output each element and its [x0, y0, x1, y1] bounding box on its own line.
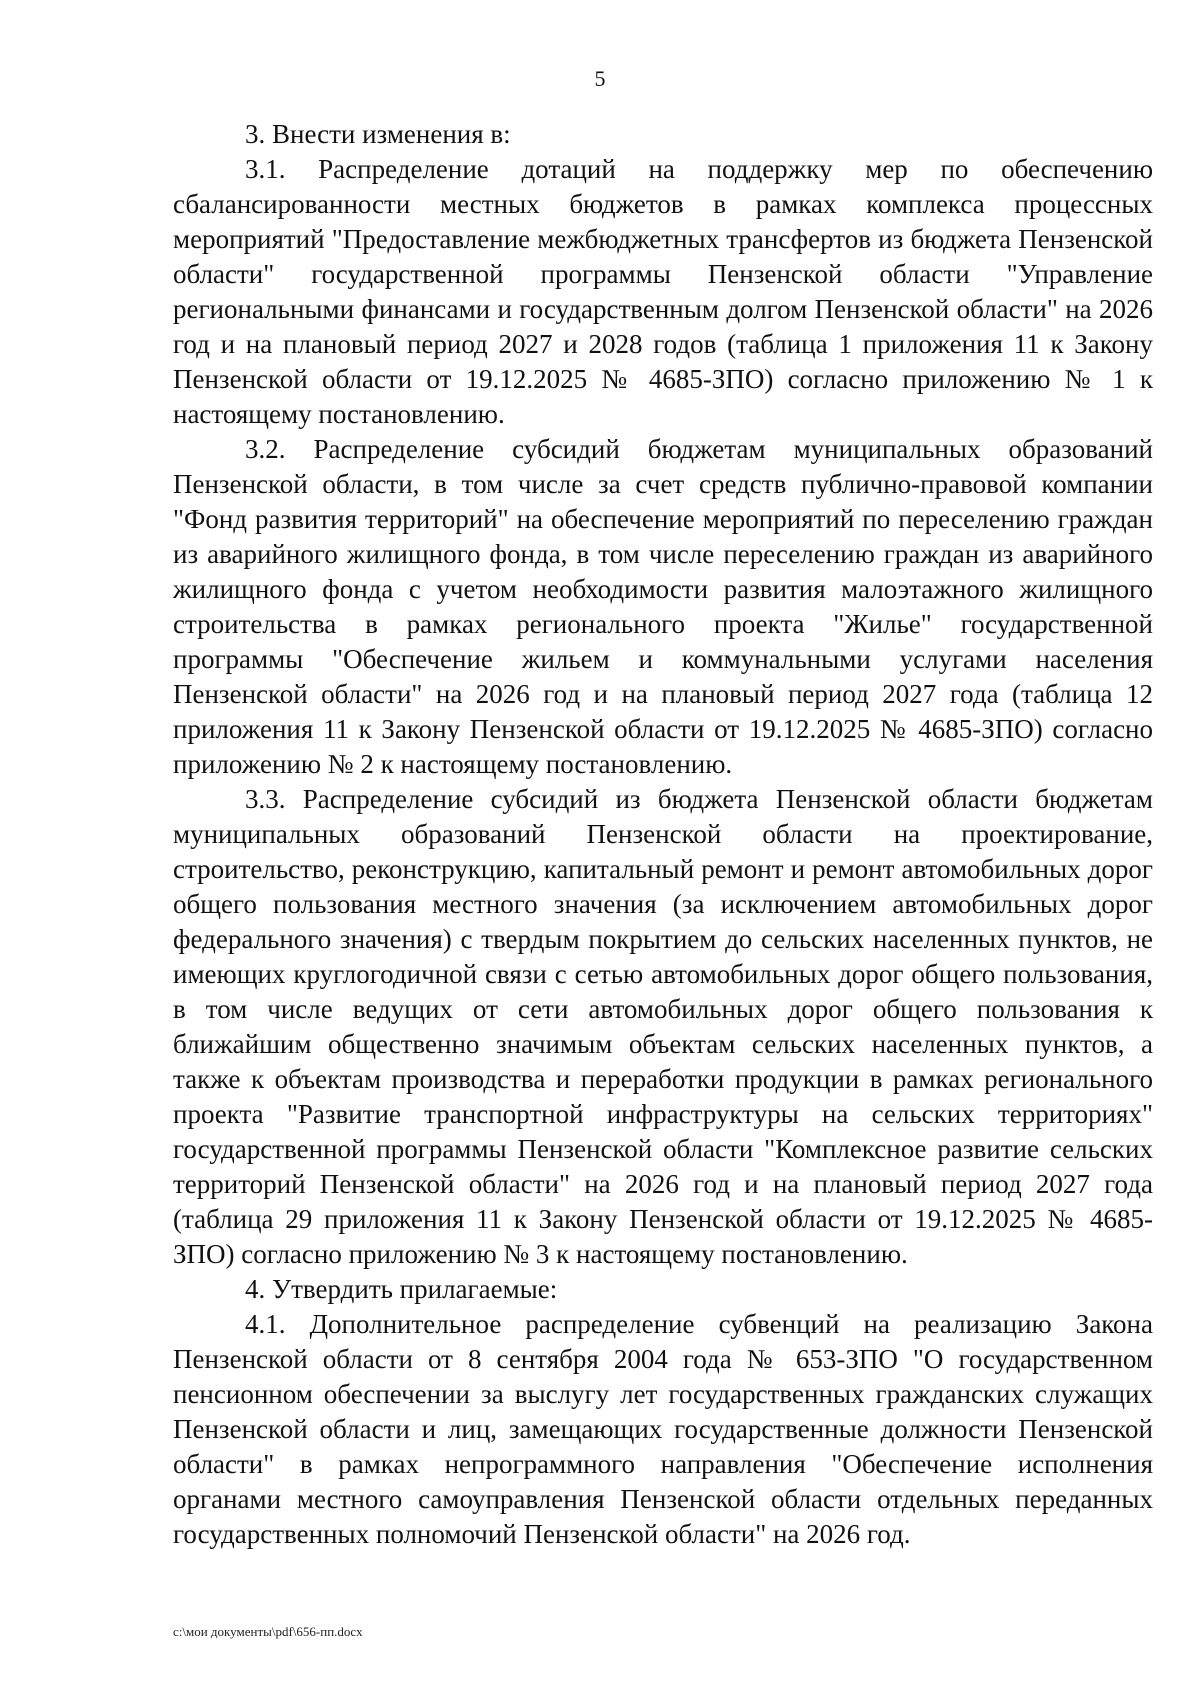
paragraph-item-3: 3. Внести изменения в:: [245, 119, 511, 149]
paragraph-item-4-1: 4.1. Дополнительное распределение субвенций на реализацию Закона Пензенской области от 8 сентября 2004 года № 653-ЗПО "О государственном пенсионном обеспечении за выслугу лет государственных гражданских служащих Пензенской области и лиц, замещающих государственные должности Пензенской области" в рамках непрограммного направления "Обеспечение исполнения органами местного самоуправления Пензенской области отдельных переданных государственных полномочий Пензенской области" на 2026 год.: [173, 1309, 1153, 1549]
paragraph-item-4: 4. Утвердить прилагаемые:: [245, 1274, 558, 1304]
paragraph-item-3-1: 3.1. Распределение дотаций на поддержку мер по обеспечению сбалансированности местных бюджетов в рамках комплекса процессных мероприятий "Предоставление межбюджетных трансфертов из бюджета Пензенской области" государственной программы Пензенской области "Управление региональными финансами и государственным долгом Пензенской области" на 2026 год и на плановый период 2027 и 2028 годов (таблица 1 приложения 11 к Закону Пензенской области от 19.12.2025 № 4685-ЗПО) согласно приложению № 1 к настоящему постановлению.: [173, 154, 1153, 429]
footer-file-path: c:\мои документы\pdf\656-пп.docx: [173, 1624, 363, 1639]
page-number: 5: [594, 66, 606, 91]
document-body: [173, 117, 1153, 1552]
paragraph-item-3-3: 3.3. Распределение субсидий из бюджета Пензенской области бюджетам муниципальных образований Пензенской области на проектирование, строительство, реконструкцию, капитальный ремонт и ремонт автомобильных дорог общего пользования местного значения (за исключением автомобильных дорог федерального значения) с твердым покрытием до сельских населенных пунктов, не имеющих круглогодичной связи с сетью автомобильных дорог общего пользования, в том числе ведущих от сети автомобильных дорог общего пользования к ближайшим общественно значимым объектам сельских населенных пунктов, а также к объектам производства и переработки продукции в рамках регионального проекта "Развитие транспортной инфраструктуры на сельских территориях" государственной программы Пензенской области "Комплексное развитие сельских территорий Пензенской области" на 2026 год и на плановый период 2027 года (таблица 29 приложения 11 к Закону Пензенской области от 19.12.2025 № 4685-ЗПО) согласно приложению № 3 к настоящему постановлению.: [173, 784, 1153, 1269]
paragraph-item-3-2: 3.2. Распределение субсидий бюджетам муниципальных образований Пензенской области, в том числе за счет средств публично-правовой компании "Фонд развития территорий" на обеспечение мероприятий по переселению граждан из аварийного жилищного фонда, в том числе переселению граждан из аварийного жилищного фонда с учетом необходимости развития малоэтажного жилищного строительства в рамках регионального проекта "Жилье" государственной программы "Обеспечение жильем и коммунальными услугами населения Пензенской области" на 2026 год и на плановый период 2027 года (таблица 12 приложения 11 к Закону Пензенской области от 19.12.2025 № 4685-ЗПО) согласно приложению № 2 к настоящему постановлению.: [173, 434, 1153, 779]
